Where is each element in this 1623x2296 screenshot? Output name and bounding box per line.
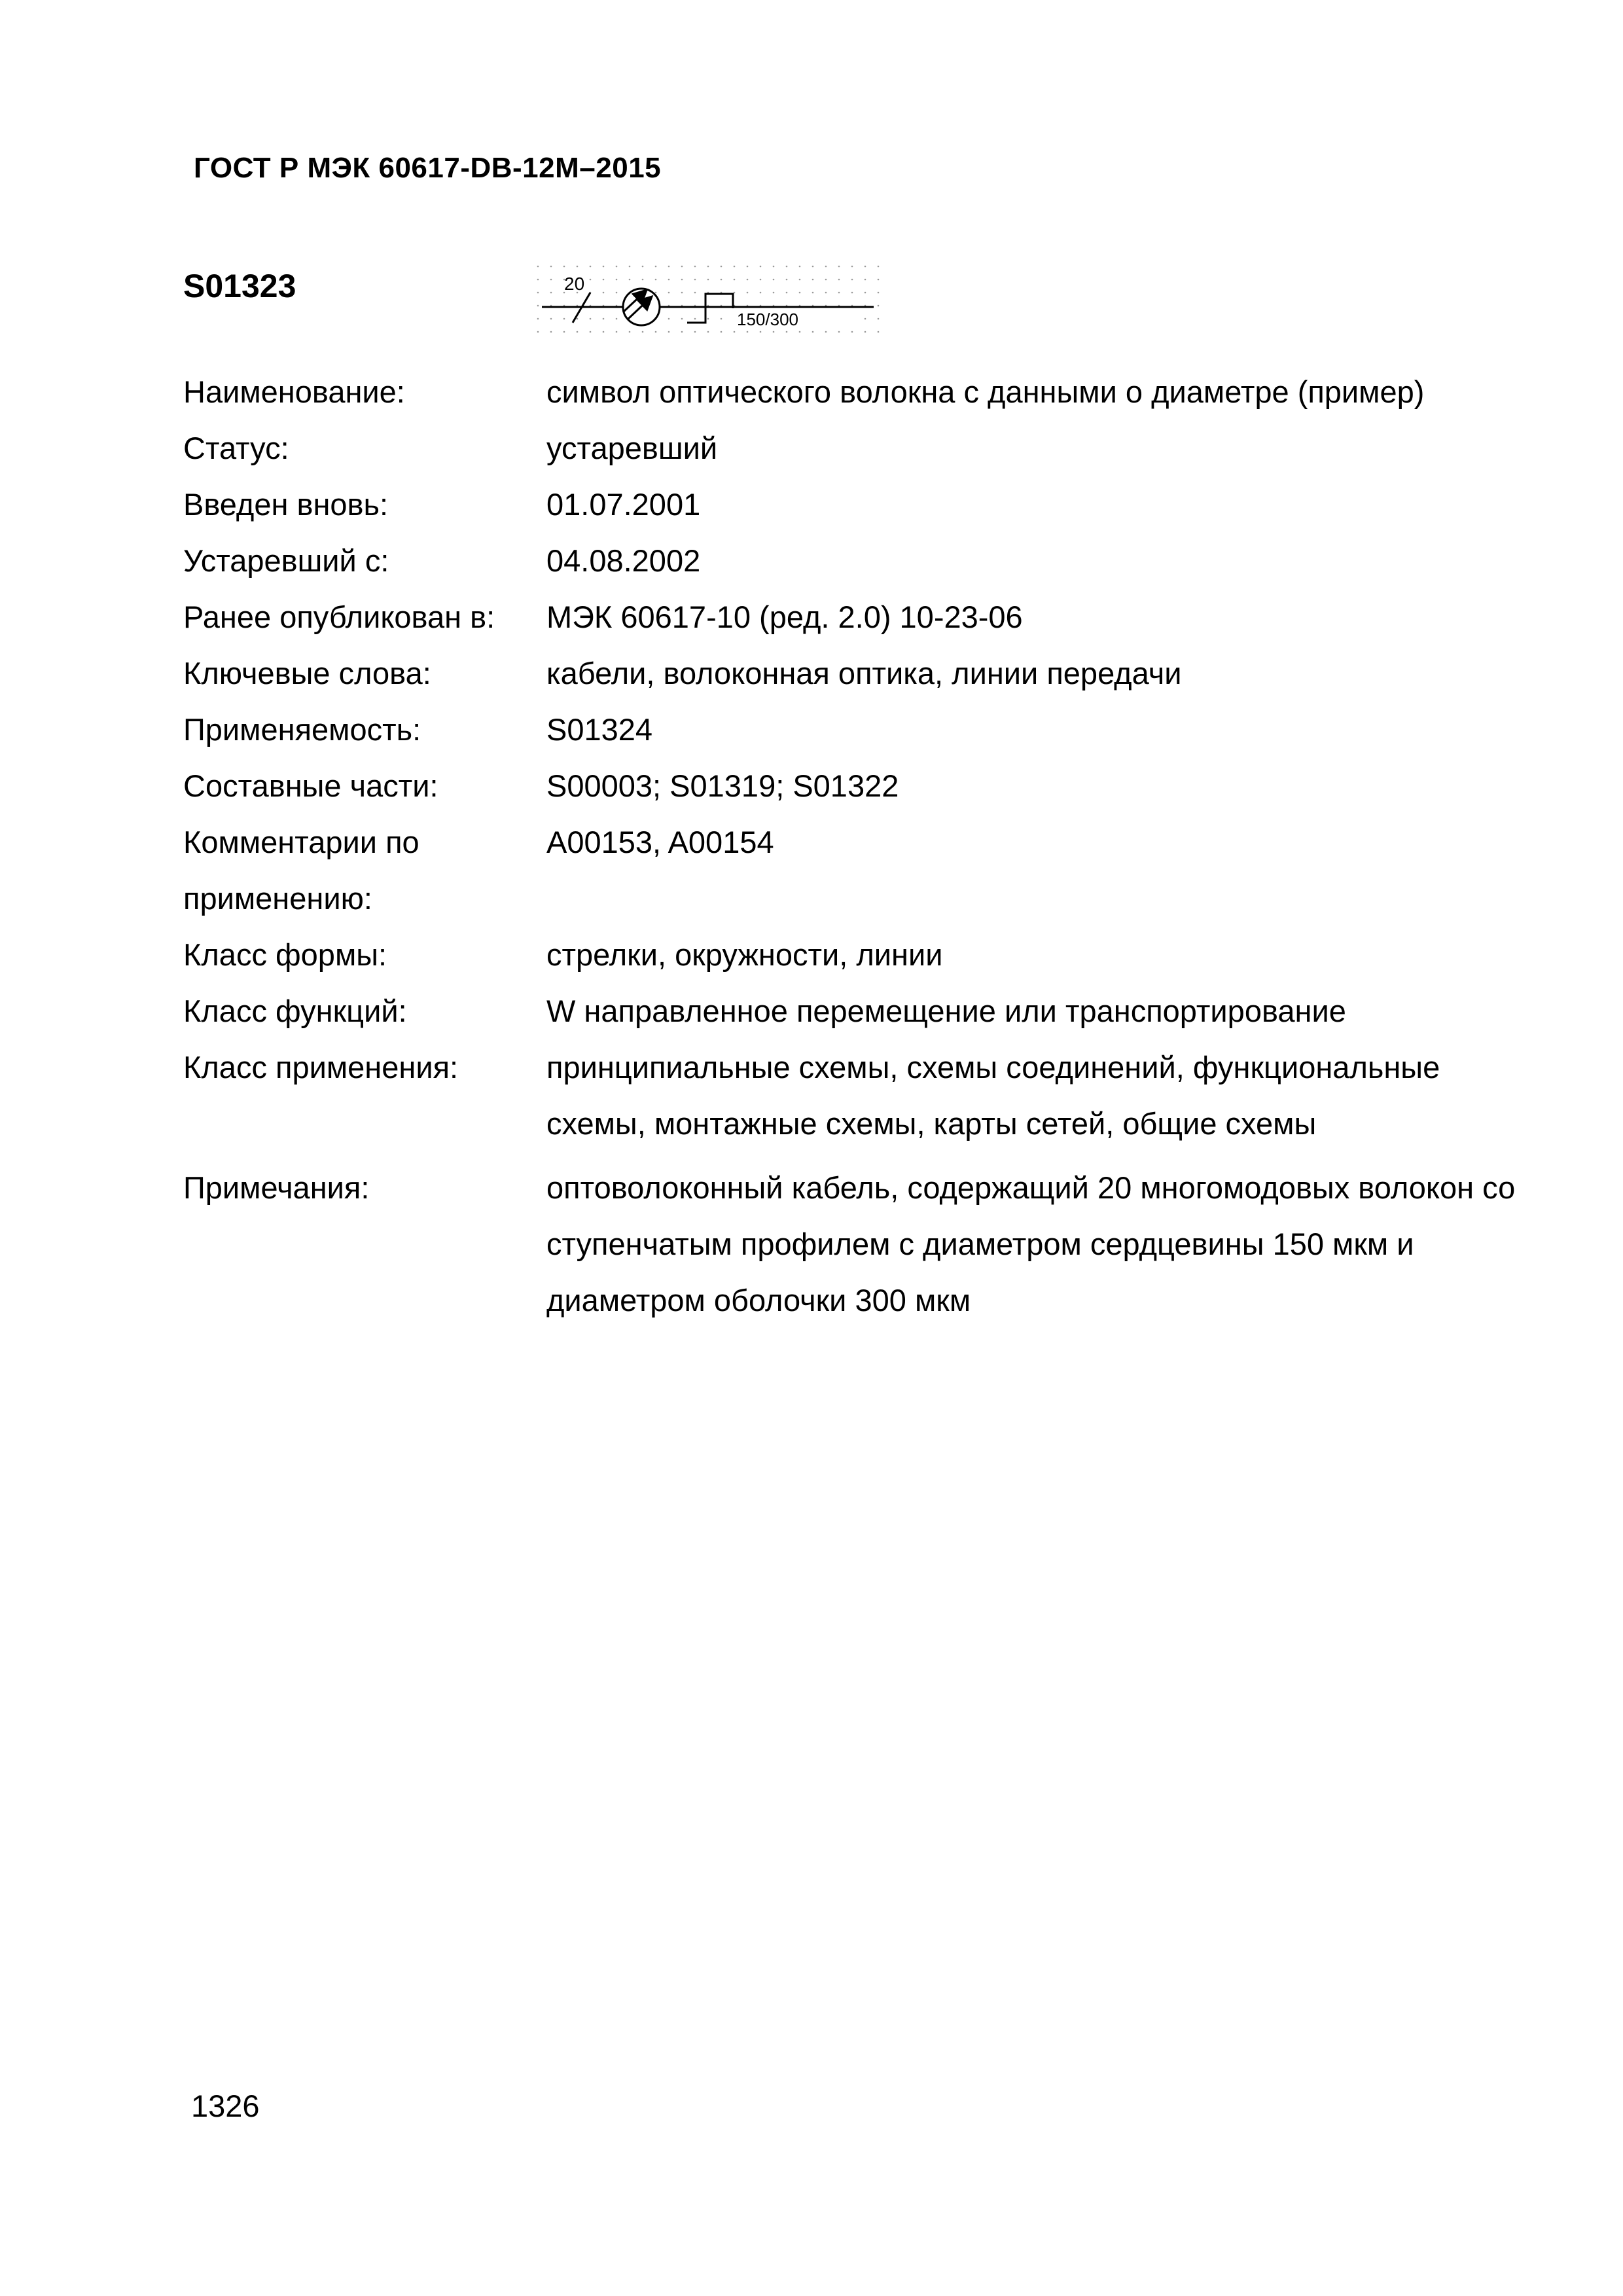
- property-label: Составные части:: [183, 768, 438, 803]
- property-value: устаревший: [546, 431, 718, 465]
- property-label: Ключевые слова:: [183, 656, 431, 691]
- symbol-code: S01323: [183, 268, 296, 304]
- property-row: [183, 814, 1531, 927]
- property-label: Введен вновь:: [183, 487, 389, 522]
- property-value: S01324: [546, 712, 653, 747]
- property-value: стрелки, окружности, линии: [546, 937, 943, 972]
- property-value: символ оптического волокна с данными о диаметре (пример): [546, 374, 1425, 409]
- property-label: Наименование:: [183, 374, 405, 409]
- property-row: [183, 983, 1531, 1039]
- property-value: A00153, A00154: [546, 825, 774, 859]
- property-table: [183, 364, 1531, 1329]
- property-row: [183, 702, 1531, 758]
- property-value: принципиальные схемы, схемы соединений, функциональные схемы, монтажные схемы, карты сетей, общие схемы: [546, 1050, 1440, 1141]
- diameter-label: 150/300: [737, 310, 798, 329]
- property-value: W направленное перемещение или транспортирование: [546, 994, 1346, 1028]
- property-row: [183, 758, 1531, 814]
- property-value: 04.08.2002: [546, 543, 701, 578]
- property-row: [183, 533, 1531, 589]
- property-label: Устаревший с:: [183, 543, 389, 578]
- property-value: оптоволоконный кабель, содержащий 20 многомодовых волокон со ступенчатым профилем с диаметром сердцевины 150 мкм и диаметром оболочки 300 мкм: [546, 1170, 1516, 1318]
- property-value: МЭК 60617-10 (ред. 2.0) 10-23-06: [546, 600, 1023, 634]
- page-number: 1326: [191, 2089, 260, 2123]
- property-label: Ранее опубликован в:: [183, 600, 495, 634]
- property-row: [183, 1039, 1531, 1152]
- property-value: S00003; S01319; S01322: [546, 768, 899, 803]
- property-label: Применяемость:: [183, 712, 421, 747]
- property-row: [183, 1160, 1531, 1329]
- property-label: Примечания:: [183, 1170, 370, 1205]
- property-label: Статус:: [183, 431, 289, 465]
- property-row: [183, 476, 1531, 533]
- standard-header: ГОСТ Р МЭК 60617-DB-12M–2015: [194, 152, 662, 184]
- property-label: Класс применения:: [183, 1050, 459, 1085]
- property-label: Комментарии по применению:: [183, 825, 419, 916]
- property-row: [183, 364, 1531, 420]
- property-label: Класс формы:: [183, 937, 387, 972]
- symbol-grid: [537, 265, 890, 344]
- fiber-count-label: 20: [564, 274, 585, 294]
- property-row: [183, 589, 1531, 645]
- property-row: [183, 645, 1531, 702]
- property-row: [183, 927, 1531, 983]
- property-row: [183, 420, 1531, 476]
- property-value: 01.07.2001: [546, 487, 701, 522]
- property-value: кабели, волоконная оптика, линии передачи: [546, 656, 1182, 691]
- property-label: Класс функций:: [183, 994, 407, 1028]
- optical-fiber-symbol-figure: [537, 265, 890, 344]
